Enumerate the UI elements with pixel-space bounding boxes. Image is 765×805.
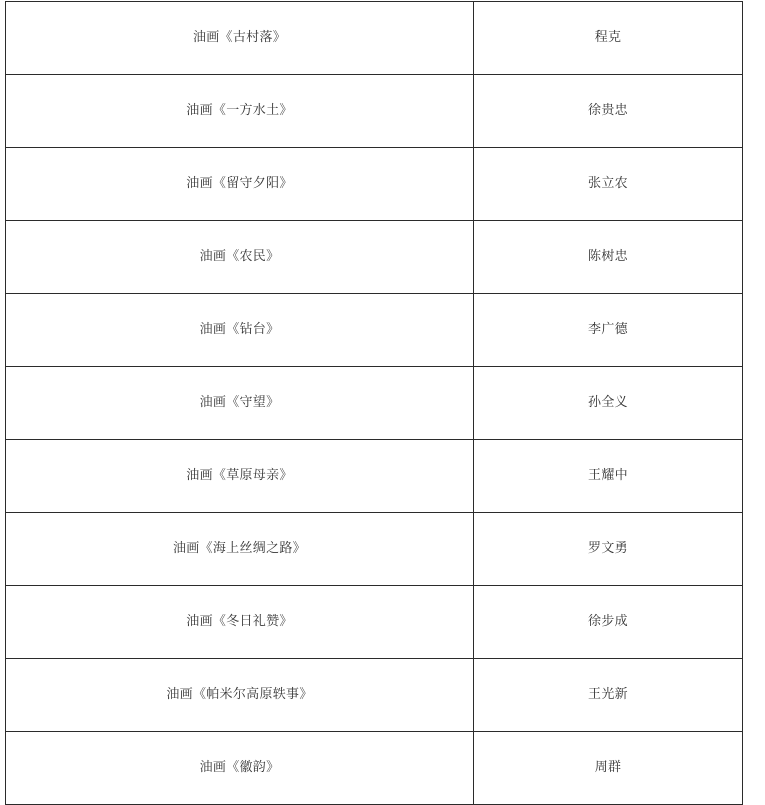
artist-name-cell: 陈树忠 xyxy=(474,221,743,294)
artist-name-cell: 王耀中 xyxy=(474,440,743,513)
table-row xyxy=(6,513,743,586)
table-row xyxy=(6,2,743,75)
table-row xyxy=(6,75,743,148)
artist-name-cell: 李广德 xyxy=(474,294,743,367)
table-row xyxy=(6,586,743,659)
artwork-title-cell: 油画《钻台》 xyxy=(6,294,474,367)
artwork-table-body xyxy=(6,2,743,805)
table-row xyxy=(6,732,743,805)
table-row xyxy=(6,367,743,440)
artwork-title-cell: 油画《守望》 xyxy=(6,367,474,440)
artwork-title-cell: 油画《徽韵》 xyxy=(6,732,474,805)
artwork-title-cell: 油画《海上丝绸之路》 xyxy=(6,513,474,586)
artwork-title-cell: 油画《古村落》 xyxy=(6,2,474,75)
artwork-title-cell: 油画《留守夕阳》 xyxy=(6,148,474,221)
table-row xyxy=(6,440,743,513)
artwork-title-cell: 油画《农民》 xyxy=(6,221,474,294)
artwork-title-cell: 油画《冬日礼赞》 xyxy=(6,586,474,659)
artist-name-cell: 孙全义 xyxy=(474,367,743,440)
table-row xyxy=(6,221,743,294)
artwork-title-cell: 油画《草原母亲》 xyxy=(6,440,474,513)
artist-name-cell: 徐贵忠 xyxy=(474,75,743,148)
artist-name-cell: 张立农 xyxy=(474,148,743,221)
artist-name-cell: 王光新 xyxy=(474,659,743,732)
artwork-title-cell: 油画《帕米尔高原轶事》 xyxy=(6,659,474,732)
table-row xyxy=(6,294,743,367)
table-row xyxy=(6,659,743,732)
artwork-title-cell: 油画《一方水土》 xyxy=(6,75,474,148)
artwork-table xyxy=(5,1,743,805)
artist-name-cell: 徐步成 xyxy=(474,586,743,659)
artist-name-cell: 罗文勇 xyxy=(474,513,743,586)
table-row xyxy=(6,148,743,221)
artist-name-cell: 程克 xyxy=(474,2,743,75)
artist-name-cell: 周群 xyxy=(474,732,743,805)
